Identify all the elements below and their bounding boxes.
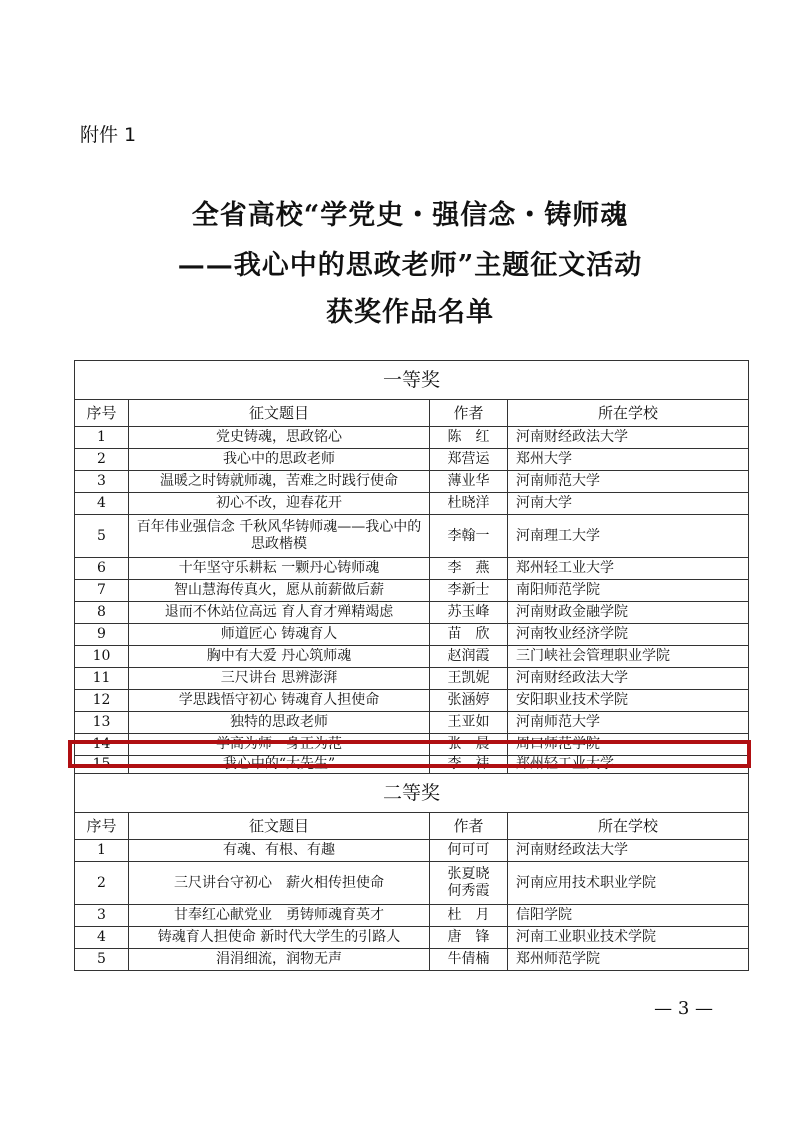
table-row	[75, 580, 749, 602]
cell-title: 学思践悟守初心 铸魂育人担使命	[129, 690, 430, 712]
cell-title: 百年伟业强信念 千秋风华铸师魂——我心中的思政楷模	[129, 515, 430, 558]
cell-title: 我心中的“大先生”	[129, 756, 430, 774]
cell-school: 三门峡社会管理职业学院	[508, 646, 749, 668]
cell-no: 12	[75, 690, 129, 712]
cell-school: 郑州轻工业大学	[508, 558, 749, 580]
cell-author: 苗 欣	[430, 624, 508, 646]
first_prize-header-row	[75, 400, 749, 427]
cell-title: 三尺讲台守初心 薪火相传担使命	[129, 862, 430, 905]
document-title-line-3: 获奖作品名单	[326, 297, 494, 328]
cell-author: 牛倩楠	[430, 949, 508, 971]
cell-title: 三尺讲台 思辨澎湃	[129, 668, 430, 690]
table-row	[75, 927, 749, 949]
cell-author: 李 燕	[430, 558, 508, 580]
cell-no: 10	[75, 646, 129, 668]
cell-no: 1	[75, 840, 129, 862]
cell-no: 2	[75, 449, 129, 471]
cell-no: 15	[75, 756, 129, 774]
cell-no: 2	[75, 862, 129, 905]
cell-school: 河南理工大学	[508, 515, 749, 558]
cell-author: 张一晨	[430, 734, 508, 756]
cell-no: 13	[75, 712, 129, 734]
first_prize-label: 一等奖	[75, 361, 749, 400]
cell-author: 杜 月	[430, 905, 508, 927]
cell-author: 唐 锋	[430, 927, 508, 949]
cell-school: 安阳职业技术学院	[508, 690, 749, 712]
cell-title: 退而不休站位高远 育人育才殚精竭虑	[129, 602, 430, 624]
cell-school: 郑州师范学院	[508, 949, 749, 971]
table-row	[75, 668, 749, 690]
second_prize-header-row	[75, 813, 749, 840]
cell-author: 赵润霞	[430, 646, 508, 668]
column-header-school: 所在学校	[508, 813, 749, 840]
cell-no: 5	[75, 949, 129, 971]
cell-title: 甘奉红心献党业 勇铸师魂育英才	[129, 905, 430, 927]
cell-author: 杜晓洋	[430, 493, 508, 515]
cell-author: 郑营运	[430, 449, 508, 471]
column-header-author: 作者	[430, 400, 508, 427]
cell-title: 师道匠心 铸魂育人	[129, 624, 430, 646]
award-table	[74, 360, 749, 971]
cell-author: 张夏晓 何秀霞	[430, 862, 508, 905]
table-row	[75, 840, 749, 862]
cell-title: 学高为师 身正为范	[129, 734, 430, 756]
cell-author: 何可可	[430, 840, 508, 862]
cell-no: 8	[75, 602, 129, 624]
cell-school: 河南财经政法大学	[508, 840, 749, 862]
cell-no: 5	[75, 515, 129, 558]
table-row	[75, 712, 749, 734]
table-row	[75, 949, 749, 971]
cell-school: 信阳学院	[508, 905, 749, 927]
cell-title: 智山慧海传真火，愿从前薪做后薪	[129, 580, 430, 602]
table-row	[75, 756, 749, 774]
cell-author: 张涵婷	[430, 690, 508, 712]
cell-school: 周口师范学院	[508, 734, 749, 756]
cell-no: 9	[75, 624, 129, 646]
cell-title: 温暖之时铸就师魂，苦难之时践行使命	[129, 471, 430, 493]
table-row	[75, 602, 749, 624]
cell-title: 党史铸魂，思政铭心	[129, 427, 430, 449]
table-row	[75, 515, 749, 558]
document-title-line-2: ——我心中的思政老师”主题征文活动	[177, 250, 643, 281]
column-header-no: 序号	[75, 813, 129, 840]
table-row	[75, 493, 749, 515]
cell-school: 河南工业职业技术学院	[508, 927, 749, 949]
cell-school: 河南牧业经济学院	[508, 624, 749, 646]
cell-author: 李新士	[430, 580, 508, 602]
cell-title: 铸魂育人担使命 新时代大学生的引路人	[129, 927, 430, 949]
column-header-title: 征文题目	[129, 813, 430, 840]
table-row	[75, 558, 749, 580]
cell-title: 有魂、有根、有趣	[129, 840, 430, 862]
cell-no: 3	[75, 905, 129, 927]
table-row	[75, 905, 749, 927]
cell-title: 初心不改，迎春花开	[129, 493, 430, 515]
cell-author: 苏玉峰	[430, 602, 508, 624]
cell-author: 薄业华	[430, 471, 508, 493]
cell-school: 河南财经政法大学	[508, 427, 749, 449]
cell-title: 胸中有大爱 丹心筑师魂	[129, 646, 430, 668]
table-row	[75, 690, 749, 712]
column-header-no: 序号	[75, 400, 129, 427]
column-header-author: 作者	[430, 813, 508, 840]
cell-no: 4	[75, 493, 129, 515]
table-row	[75, 427, 749, 449]
cell-no: 4	[75, 927, 129, 949]
cell-title: 我心中的思政老师	[129, 449, 430, 471]
cell-school: 河南师范大学	[508, 712, 749, 734]
cell-author: 王亚如	[430, 712, 508, 734]
cell-school: 郑州大学	[508, 449, 749, 471]
cell-no: 7	[75, 580, 129, 602]
cell-author: 李 祎	[430, 756, 508, 774]
cell-no: 1	[75, 427, 129, 449]
table-row	[75, 734, 749, 756]
cell-school: 河南师范大学	[508, 471, 749, 493]
cell-school: 河南大学	[508, 493, 749, 515]
table-row	[75, 646, 749, 668]
cell-no: 6	[75, 558, 129, 580]
cell-school: 河南财经政法大学	[508, 668, 749, 690]
table-row	[75, 449, 749, 471]
cell-school: 郑州轻工业大学	[508, 756, 749, 774]
cell-school: 河南财政金融学院	[508, 602, 749, 624]
cell-school: 南阳师范学院	[508, 580, 749, 602]
cell-author: 王凯妮	[430, 668, 508, 690]
second_prize-label: 二等奖	[75, 774, 749, 813]
cell-no: 3	[75, 471, 129, 493]
cell-no: 14	[75, 734, 129, 756]
table-row	[75, 471, 749, 493]
cell-title: 独特的思政老师	[129, 712, 430, 734]
cell-author: 陈 红	[430, 427, 508, 449]
cell-title: 涓涓细流，润物无声	[129, 949, 430, 971]
page-number: — 3 —	[654, 998, 713, 1019]
second_prize-section-row	[75, 774, 749, 813]
attachment-label: 附件 1	[80, 124, 137, 146]
column-header-school: 所在学校	[508, 400, 749, 427]
column-header-title: 征文题目	[129, 400, 430, 427]
cell-title: 十年坚守乐耕耘 一颗丹心铸师魂	[129, 558, 430, 580]
cell-no: 11	[75, 668, 129, 690]
cell-author: 李翰一	[430, 515, 508, 558]
cell-school: 河南应用技术职业学院	[508, 862, 749, 905]
first_prize-section-row	[75, 361, 749, 400]
document-title-line-1: 全省高校“学党史・强信念・铸师魂	[191, 200, 629, 231]
table-row	[75, 624, 749, 646]
table-row	[75, 862, 749, 905]
